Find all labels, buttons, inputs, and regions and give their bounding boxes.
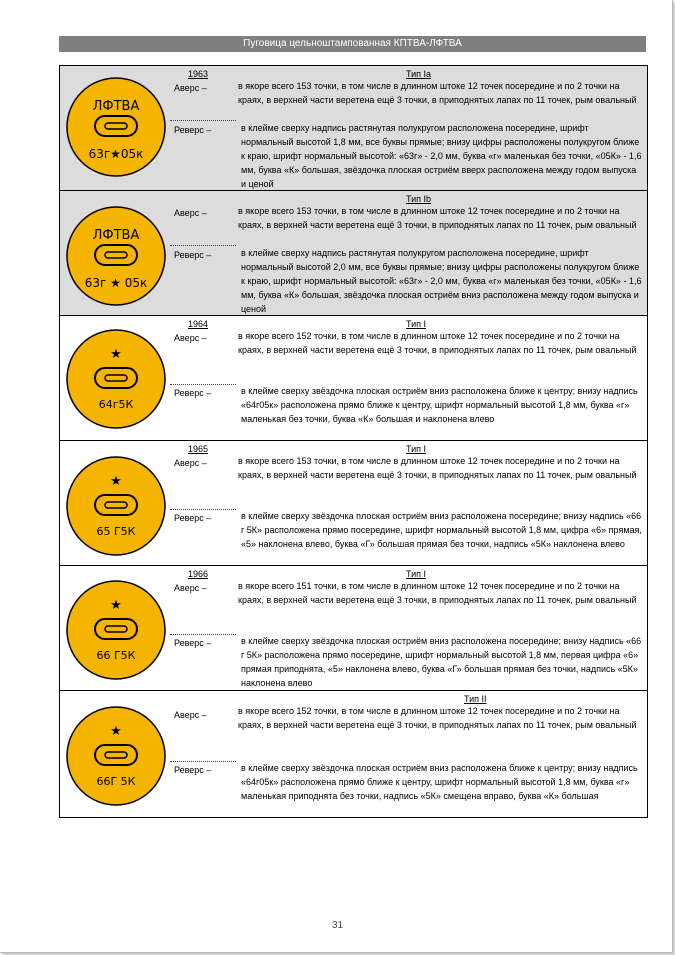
page-number: 31 xyxy=(331,920,344,931)
reverse-description: в клейме сверху звёздочка плоская остриём вниз расположена посередине; внизу надпись «66 г 5К» расположена прямо посередине, шрифт нормальный высотой 1,8 мм, первая цифра «6» прямая приподнята, «5» наклонена влево, буква «Г» большая прямая без точки, надпись «5К» наклонена влево xyxy=(241,636,642,688)
coin-bottom-inscription: 66Г 5К xyxy=(96,775,136,788)
row-type: Тип I xyxy=(406,569,427,579)
button-coin-image xyxy=(65,205,167,307)
star-icon: ★ xyxy=(110,347,122,362)
star-icon: ★ xyxy=(110,598,122,613)
obverse-description: в якоре всего 153 точки, в том числе в длинном штоке 12 точек посередине и по 2 точки на краях, в верхней части веретена ещё 3 точки, в приподнятых лапах по 11 точек, рым овальный xyxy=(238,206,637,230)
star-icon: ★ xyxy=(110,474,122,489)
row-type: Тип Ib xyxy=(406,194,432,204)
row-year: 1965 xyxy=(188,444,209,454)
dotted-separator xyxy=(170,509,236,510)
row-year: 1964 xyxy=(188,319,209,329)
reverse-description: в клейме сверху звёздочка плоская остриём вниз расположена посередине; внизу надпись «66 г 5К» расположена прямо посередине, шрифт нормальный высотой 1,8 мм, цифра «6» прямая, «5» наклонена влево, буква «Г» большая прямая без точки, надпись «5К» наклонена влево xyxy=(241,511,642,549)
reverse-description: в клейме сверху звёздочка плоская остриём вниз расположена ближе к центру; внизу надпись «64г05к» расположена прямо ближе к центру, шрифт нормальный высотой 1,8 мм, буква «г» маленькая приподнята без точки, надпись «5К» смещена вправо, буква «К» большая xyxy=(241,763,638,801)
obverse-label: Аверс – xyxy=(174,583,207,593)
obverse-description: в якоре всего 152 точки, в том числе в длинном штоке 12 точек посередине и по 2 точки на краях, в верхней части веретена ещё 3 точки, в приподнятых лапах по 11 точек, рым овальный xyxy=(238,706,637,730)
reverse-label: Реверс – xyxy=(174,513,212,523)
button-catalog-table xyxy=(59,65,648,818)
button-coin-image xyxy=(65,579,167,681)
row-year: 1963 xyxy=(188,69,209,79)
obverse-label: Аверс – xyxy=(174,333,207,343)
coin-bottom-inscription: 65 Г5К xyxy=(96,525,136,538)
reverse-label: Реверс – xyxy=(174,638,212,648)
button-coin-image xyxy=(65,455,167,557)
coin-bottom-inscription: 63г ★ 05к xyxy=(84,276,148,290)
table-row xyxy=(60,691,647,818)
row-year: 1966 xyxy=(188,569,209,579)
coin-top-inscription: ЛФТВА xyxy=(92,228,140,243)
table-row xyxy=(60,566,647,691)
row-type: Тип I xyxy=(406,319,427,329)
reverse-description: в клейме сверху надпись растянутая полукругом расположена посередине, шрифт нормальный высотой 1,8 мм, все буквы прямые; внизу цифры расположены полукругом ближе к краю, шрифт нормальный высотой: «63г» - 2,0 мм, буква «г» маленькая без точки, «05К» - 1,6 мм, буква «К» большая, звёздочка плоская остриём вверх расположена между годом выпуска и ценой xyxy=(241,123,642,189)
obverse-label: Аверс – xyxy=(174,208,207,218)
row-type: Тип II xyxy=(464,694,487,704)
coin-bottom-inscription: 64г5К xyxy=(98,398,134,411)
dotted-separator xyxy=(170,384,236,385)
obverse-description: в якоре всего 152 точки, в том числе в длинном штоке 12 точек посередине и по 2 точки на краях, в верхней части веретена ещё 3 точки, в приподнятых лапах по 11 точек, рым овальный xyxy=(238,331,637,355)
coin-bottom-inscription: 63г★05к xyxy=(88,147,144,161)
table-row xyxy=(60,191,647,316)
reverse-label: Реверс – xyxy=(174,125,212,135)
coin-top-inscription: ЛФТВА xyxy=(92,99,140,114)
obverse-label: Аверс – xyxy=(174,83,207,93)
table-row xyxy=(60,66,647,191)
obverse-description: в якоре всего 151 точки, в том числе в длинном штоке 12 точек посередине и по 2 точки на краях, в верхней части веретена ещё 3 точки, в приподнятых лапах по 11 точек, рым овальный xyxy=(238,581,637,605)
dotted-separator xyxy=(170,120,236,121)
table-row xyxy=(60,441,647,566)
obverse-label: Аверс – xyxy=(174,710,207,720)
row-type: Тип Ia xyxy=(406,69,432,79)
row-type: Тип I xyxy=(406,444,427,454)
dotted-separator xyxy=(170,245,236,246)
obverse-description: в якоре всего 153 точки, в том числе в длинном штоке 12 точек посередине и по 2 точки на краях, в верхней части веретена ещё 3 точки, в приподнятых лапах по 11 точек, рым овальный xyxy=(238,81,637,105)
reverse-label: Реверс – xyxy=(174,250,212,260)
reverse-description: в клейме сверху надпись растянутая полукругом расположена посередине, шрифт нормальный высотой 2,0 мм, все буквы прямые; внизу цифры расположены полукругом ближе к краю, шрифт нормальный высотой: «63г» - 2,0 мм, буква «г» маленькая без точки, «05К» - 1,6 мм, буква «К» большая, звёздочка плоская остриём вниз расположена между годом выпуска и ценой xyxy=(241,248,642,314)
star-icon: ★ xyxy=(110,724,122,739)
reverse-label: Реверс – xyxy=(174,388,212,398)
button-coin-image xyxy=(65,328,167,430)
button-coin-image xyxy=(65,705,167,807)
dotted-separator xyxy=(170,761,236,762)
obverse-label: Аверс – xyxy=(174,458,207,468)
coin-bottom-inscription: 66 Г5К xyxy=(96,649,136,662)
dotted-separator xyxy=(170,634,236,635)
reverse-label: Реверс – xyxy=(174,765,212,775)
button-coin-image xyxy=(65,76,167,178)
reverse-description: в клейме сверху звёздочка плоская остриём вниз расположена ближе к центру; внизу надпись «64г05к» расположена прямо ближе к центру, шрифт нормальный высотой 1,8 мм, буква «г» маленькая без точки, буква «К» большая и наклонена влево xyxy=(241,386,638,424)
table-row xyxy=(60,316,647,441)
page-title: Пуговица цельноштампованная КПТВА-ЛФТВА xyxy=(59,36,646,52)
obverse-description: в якоре всего 153 точки, в том числе в длинном штоке 12 точек посередине и по 2 точки на краях, в верхней части веретена ещё 3 точки, в приподнятых лапах по 11 точек, рым овальный xyxy=(238,456,637,480)
